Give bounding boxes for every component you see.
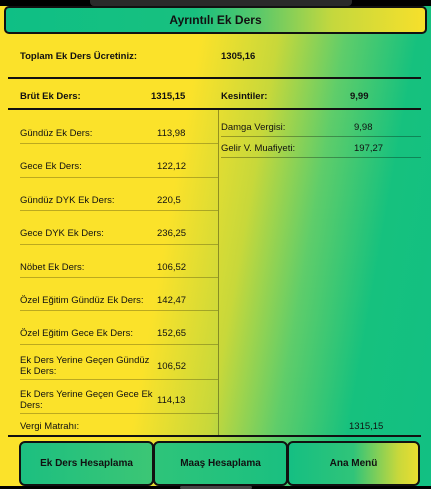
right-row-divider: [221, 136, 421, 137]
row-value: 152,65: [157, 328, 187, 339]
salary-calc-button[interactable]: [153, 441, 288, 486]
row-value: 114,13: [157, 395, 186, 406]
tax-base-value: 1315,15: [349, 421, 384, 432]
row-divider: [20, 413, 218, 414]
row-label: Gece Ek Ders:: [20, 161, 82, 172]
row-label: Ek Ders Yerine Geçen Gündüz Ek Ders:: [20, 355, 150, 377]
right-row-value: 9,98: [354, 122, 373, 133]
row-value: 236,25: [157, 228, 187, 239]
page-title-text: Ayrıntılı Ek Ders: [169, 13, 262, 27]
divider-bottom: [8, 435, 421, 437]
tax-base-label: Vergi Matrahı:: [20, 421, 80, 432]
row-divider: [20, 143, 218, 144]
row-label: Gündüz Ek Ders:: [20, 128, 93, 139]
right-row-value: 197,27: [354, 143, 384, 154]
row-value: 142,47: [157, 295, 187, 306]
row-value: 220,5: [157, 195, 181, 206]
row-value: 113,98: [157, 128, 186, 139]
extra-lesson-calc-button[interactable]: [19, 441, 154, 486]
extra-lesson-calc-label: Ek Ders Hesaplama: [40, 458, 133, 469]
row-value: 122,12: [157, 161, 187, 172]
right-row-label: Gelir V. Muafiyeti:: [221, 143, 296, 154]
page-title: [4, 6, 427, 34]
divider-top: [8, 77, 421, 79]
row-label: Özel Eğitim Gece Ek Ders:: [20, 328, 133, 339]
row-divider: [20, 310, 218, 311]
deductions-label: Kesintiler:: [221, 91, 268, 102]
row-label: Özel Eğitim Gündüz Ek Ders:: [20, 295, 144, 306]
row-divider: [20, 344, 218, 345]
salary-calc-label: Maaş Hesaplama: [180, 458, 261, 469]
row-label: Nöbet Ek Ders:: [20, 262, 85, 273]
deductions-value: 9,99: [350, 91, 369, 102]
total-value: 1305,16: [221, 51, 256, 62]
row-label: Gündüz DYK Ek Ders:: [20, 195, 115, 206]
row-divider: [20, 177, 218, 178]
row-divider: [20, 244, 218, 245]
row-value: 106,52: [157, 361, 187, 372]
right-row-divider: [221, 157, 421, 158]
row-value: 106,52: [157, 262, 187, 273]
right-row-label: Damga Vergisi:: [221, 122, 286, 133]
row-label: Gece DYK Ek Ders:: [20, 228, 104, 239]
divider-mid: [8, 108, 421, 110]
row-divider: [20, 210, 218, 211]
row-divider: [20, 379, 218, 380]
column-divider: [218, 110, 219, 436]
row-divider: [20, 277, 218, 278]
main-menu-label: Ana Menü: [329, 458, 378, 469]
main-menu-button[interactable]: [287, 441, 420, 486]
gross-label: Brüt Ek Ders:: [20, 91, 81, 102]
total-label: Toplam Ek Ders Ücretiniz:: [20, 51, 138, 62]
gross-value: 1315,15: [151, 91, 186, 102]
row-label: Ek Ders Yerine Geçen Gece Ek Ders:: [20, 389, 153, 411]
